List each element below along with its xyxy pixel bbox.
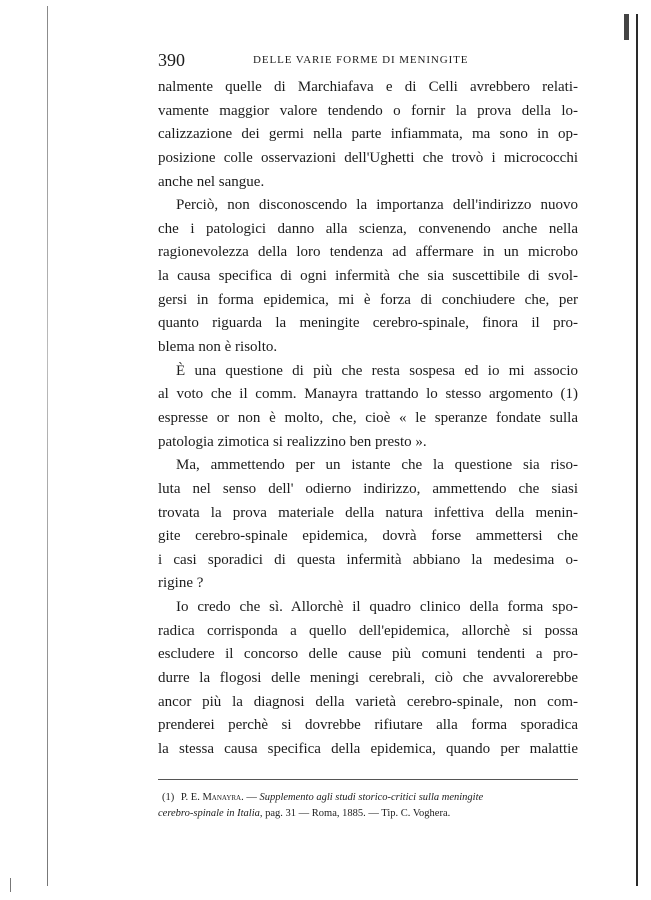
- text-line: quanto riguarda la meningite cerebro-spinale, finora il pro-: [158, 315, 578, 332]
- text-line: gersi in forma epidemica, mi è forza di conchiudere che, per: [158, 291, 578, 308]
- page-header: [158, 48, 578, 72]
- text-line: luta nel senso dell' odierno indirizzo, ammettendo che siasi: [158, 480, 578, 497]
- text-line: la causa specifica di ogni infermità che sia suscettibile di svol-: [158, 268, 578, 285]
- scan-speck: [10, 878, 11, 892]
- page-right-edge: [636, 14, 638, 886]
- text-line: prenderei perchè si dovrebbe rifiutare alla forma sporadica: [158, 717, 578, 734]
- text-line: rigine ?: [158, 575, 204, 592]
- footnote-dash: —: [246, 791, 257, 803]
- text-line: Perciò, non disconoscendo la importanza dell'indirizzo nuovo: [176, 197, 578, 214]
- footnote: [158, 790, 578, 822]
- book-page: [158, 48, 578, 822]
- text-line: radica corrisponda a quello dell'epidemica, allorchè si possa: [158, 622, 578, 639]
- footnote-number: (1): [162, 791, 175, 803]
- footnote-details: pag. 31 — Roma, 1885. — Tip. C. Voghera.: [265, 807, 451, 819]
- text-line: Io credo che sì. Allorchè il quadro clinico della forma spo-: [176, 599, 578, 616]
- page-number: 390: [158, 50, 185, 70]
- footnote-rule: [158, 779, 578, 780]
- text-line: espresse or non è molto, che, cioè « le speranze fondate sulla: [158, 409, 578, 426]
- footnote-line-1: [158, 790, 578, 806]
- body-text: [158, 76, 578, 762]
- text-line: gite cerebro-spinale epidemica, dovrà forse ammettersi che: [158, 528, 578, 545]
- text-line: la stessa causa specifica della epidemica, quando per malattie: [158, 740, 578, 757]
- running-title: DELLE VARIE FORME DI MENINGITE: [253, 54, 469, 66]
- text-line: trovata la prova materiale della natura infettiva della menin-: [158, 504, 578, 521]
- footnote-author: P. E. Manayra.: [180, 791, 244, 803]
- footnote-title: Supplemento agli studi storico-critici sulla meningite: [259, 791, 484, 803]
- text-line: È una questione di più che resta sospesa ed io mi associo: [176, 362, 578, 379]
- text-line: al voto che il comm. Manayra trattando lo stesso argomento (1): [158, 386, 578, 403]
- page-left-edge: [47, 6, 48, 886]
- text-line: escludere il concorso delle cause più comuni tendenti a pro-: [158, 646, 578, 663]
- text-line: durre la flogosi delle meningi cerebrali, ciò che avvalorerebbe: [158, 670, 578, 687]
- text-line: vamente maggior valore tendendo o fornir la prova della lo-: [158, 102, 578, 119]
- text-line: calizzazione dei germi nella parte infiammata, ma sono in op-: [158, 126, 578, 143]
- footnote-title-cont: cerebro-spinale in Italia,: [158, 807, 263, 819]
- scan-mark: [624, 14, 629, 40]
- text-line: Ma, ammettendo per un istante che la questione sia riso-: [176, 457, 578, 474]
- text-line: patologia zimotica si realizzino ben presto ».: [158, 433, 427, 450]
- text-line: blema non è risolto.: [158, 339, 278, 356]
- text-line: ragionevolezza della loro tendenza ad affermare in un microbo: [158, 244, 578, 261]
- text-line: ancor più la diagnosi della varietà cerebro-spinale, non com-: [158, 693, 578, 710]
- text-line: anche nel sangue.: [158, 173, 265, 190]
- text-line: i casi sporadici di questa infermità abbiano la medesima o-: [158, 551, 578, 568]
- text-line: che i patologici danno alla scienza, convenendo anche nella: [158, 220, 578, 237]
- text-line: nalmente quelle di Marchiafava e di Celli avrebbero relati-: [158, 79, 578, 95]
- footnote-line-2: [158, 806, 578, 822]
- text-line: posizione colle osservazioni dell'Ughetti che trovò i micrococchi: [158, 149, 578, 166]
